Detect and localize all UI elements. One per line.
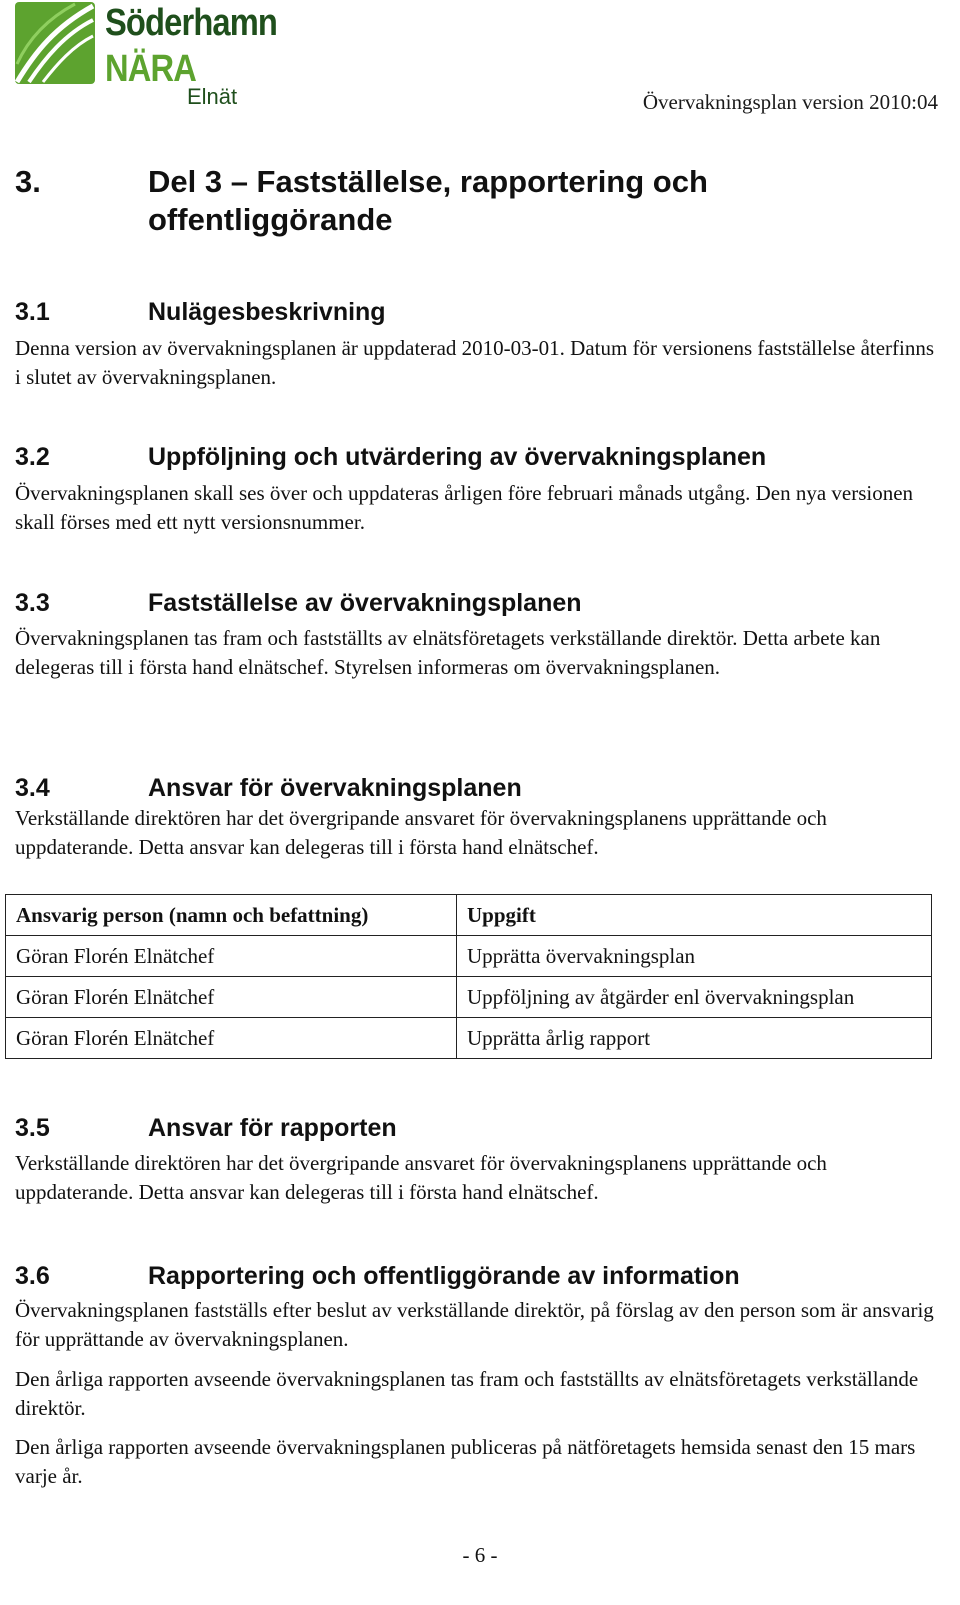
section-paragraph: Övervakningsplanen fastställs efter beslut av verkställande direktör, på förslag av den person som är ansvarig för upprättande av övervakningsplanen. bbox=[15, 1298, 934, 1351]
responsibility-table bbox=[5, 894, 932, 1059]
table-row bbox=[6, 977, 932, 1018]
section-paragraph: Verkställande direktören har det övergripande ansvaret för övervakningsplanens upprättande och uppdaterande. Detta ansvar kan delegeras till i första hand elnätschef. bbox=[15, 806, 827, 859]
section-title: Nulägesbeskrivning bbox=[148, 298, 386, 326]
table-header-person: Ansvarig person (namn och befattning) bbox=[6, 895, 457, 936]
brand-sub: NÄRA bbox=[105, 48, 196, 90]
leaf-wave-logo-icon bbox=[15, 2, 95, 84]
table-cell-task: Upprätta årlig rapport bbox=[457, 1018, 932, 1059]
section-paragraph: Den årliga rapporten avseende övervakningsplanen publiceras på nätföretagets hemsida senast den 15 mars varje år. bbox=[15, 1435, 916, 1488]
section-number: 3.5 bbox=[15, 1114, 50, 1142]
section-number: 3.2 bbox=[15, 443, 50, 471]
table-row bbox=[6, 1018, 932, 1059]
chapter-title: Del 3 – Fastställelse, rapportering och offentliggörande bbox=[148, 164, 708, 237]
section-title: Uppföljning och utvärdering av övervakningsplanen bbox=[148, 443, 767, 471]
table-cell-person: Göran Florén Elnätchef bbox=[6, 1018, 457, 1059]
section-title: Ansvar för övervakningsplanen bbox=[148, 774, 522, 802]
section-title: Ansvar för rapporten bbox=[148, 1114, 397, 1142]
section-number: 3.6 bbox=[15, 1262, 50, 1290]
table-row bbox=[6, 936, 932, 977]
chapter-number: 3. bbox=[15, 164, 41, 199]
section-title: Rapportering och offentliggörande av information bbox=[148, 1262, 740, 1290]
section-paragraph: Verkställande direktören har det övergripande ansvaret för övervakningsplanens upprättande och uppdaterande. Detta ansvar kan delegeras till i första hand elnätschef. bbox=[15, 1151, 827, 1204]
section-number: 3.1 bbox=[15, 298, 50, 326]
brand-name: Söderhamn bbox=[105, 2, 278, 44]
section-title: Fastställelse av övervakningsplanen bbox=[148, 589, 582, 617]
section-paragraph: Övervakningsplanen skall ses över och uppdateras årligen före februari månads utgång. Den nya versionen skall förses med ett nytt versionsnummer. bbox=[15, 481, 914, 534]
brand-unit: Elnät bbox=[187, 84, 238, 109]
table-cell-person: Göran Florén Elnätchef bbox=[6, 936, 457, 977]
table-cell-task: Upprätta övervakningsplan bbox=[457, 936, 932, 977]
table-header-task: Uppgift bbox=[457, 895, 932, 936]
document-version: Övervakningsplan version 2010:04 bbox=[642, 90, 938, 114]
table-cell-task: Uppföljning av åtgärder enl övervakningsplan bbox=[457, 977, 932, 1018]
table-cell-person: Göran Florén Elnätchef bbox=[6, 977, 457, 1018]
section-paragraph: Den årliga rapporten avseende övervakningsplanen tas fram och fastställts av elnätsföretagets verkställande direktör. bbox=[15, 1367, 919, 1420]
page-number: - 6 - bbox=[462, 1543, 498, 1567]
section-number: 3.3 bbox=[15, 589, 50, 617]
company-logo bbox=[15, 2, 278, 112]
section-paragraph: Övervakningsplanen tas fram och fastställts av elnätsföretagets verkställande direktör. Detta arbete kan delegeras till i första hand elnätschef. Styrelsen informeras om övervakningsplanen. bbox=[15, 626, 881, 679]
table-header-row bbox=[6, 895, 932, 936]
section-number: 3.4 bbox=[15, 774, 50, 802]
section-paragraph: Denna version av övervakningsplanen är uppdaterad 2010-03-01. Datum för versionens fastställelse återfinns i slutet av övervakningsplanen. bbox=[15, 336, 935, 389]
